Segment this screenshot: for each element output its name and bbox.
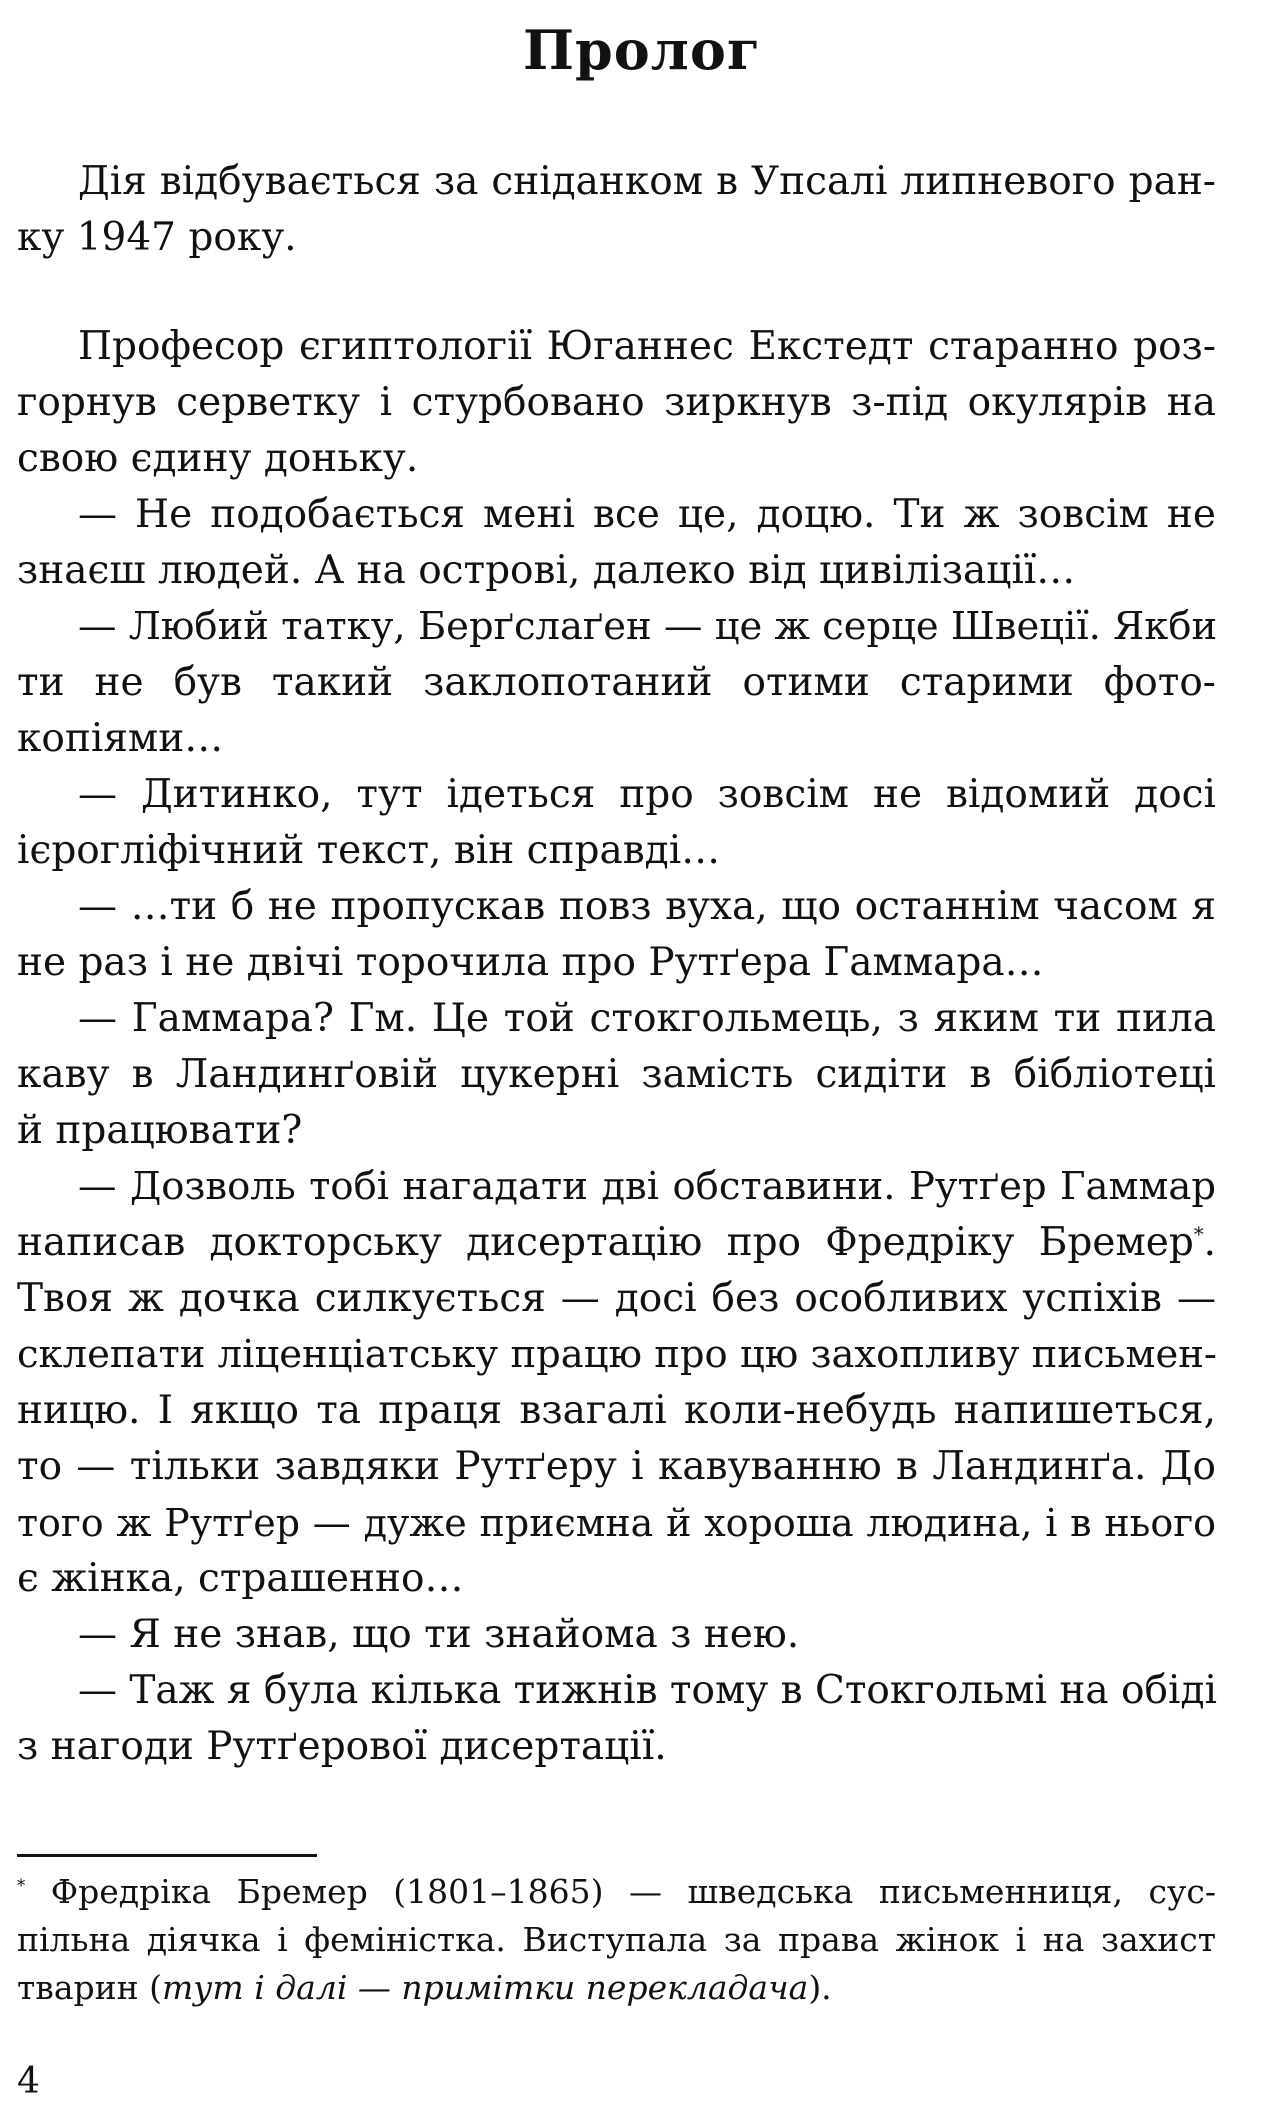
text-line: склепати ліценціатську працю про цю захопливу письмен- bbox=[17, 1332, 1217, 1377]
text-line: з нагоди Рутґерової дисертації. bbox=[17, 1724, 667, 1769]
text-line: Твоя ж дочка силкується — досі без особливих успіхів — bbox=[17, 1276, 1216, 1321]
text-line: ку 1947 року. bbox=[17, 215, 297, 260]
footnote-italic-text: тут і далі — примітки перекладача bbox=[162, 1968, 809, 2007]
text-line: — Таж я була кілька тижнів тому в Стокгольмі на обіді bbox=[78, 1668, 1217, 1713]
text-line: горнув серветку і стурбовано зиркнув з-під окулярів на bbox=[17, 380, 1216, 425]
text-line: ницю. І якщо та праця взагалі коли-небудь напишеться, bbox=[17, 1388, 1216, 1433]
text-fragment: . bbox=[1203, 1220, 1216, 1265]
text-line: — Любий татку, Берґслаґен — це ж серце Швеції. Якби bbox=[78, 604, 1218, 649]
page-number: 4 bbox=[17, 2061, 40, 2102]
text-line-with-footnote-ref bbox=[17, 1215, 1216, 1271]
footnote-line bbox=[17, 1868, 1216, 1916]
text-line: то — тільки завдяки Рутґеру і кавуванню в Ландинґа. До bbox=[17, 1444, 1216, 1489]
text-line: свою єдину доньку. bbox=[17, 436, 419, 481]
footnote-line bbox=[17, 1964, 1216, 2012]
text-line: не раз і не двічі торочила про Рутґера Гаммара… bbox=[17, 940, 1044, 985]
text-line: є жінка, страшенно… bbox=[17, 1556, 464, 1601]
text-line: — Не подобається мені все це, доцю. Ти ж зовсім не bbox=[78, 492, 1216, 537]
footnote-marker: * bbox=[17, 1876, 26, 1895]
text-line: каву в Ландинґовій цукерні замість сидіти в бібліотеці bbox=[17, 1052, 1216, 1097]
text-line: копіями… bbox=[17, 716, 224, 761]
text-fragment: написав докторську дисертацію про Фредріку Бремер bbox=[17, 1220, 1194, 1265]
page-title: Пролог bbox=[523, 18, 761, 82]
text-line: — Я не знав, що ти знайома з нею. bbox=[78, 1612, 800, 1657]
footnote-divider bbox=[17, 1854, 317, 1857]
text-line: — …ти б не пропускав повз вуха, що останнім часом я bbox=[78, 884, 1216, 929]
text-line: Дія відбувається за сніданком в Упсалі липневого ран- bbox=[78, 159, 1216, 204]
footnote-text: ). bbox=[808, 1968, 832, 2007]
text-line: — Дозволь тобі нагадати дві обставини. Рутґер Гаммар bbox=[78, 1164, 1216, 1209]
text-line: — Гаммара? Гм. Це той стокгольмець, з яким ти пила bbox=[78, 996, 1216, 1041]
text-line: Професор єгиптології Юганнес Екстедт старанно роз- bbox=[78, 324, 1216, 369]
text-line: знаєш людей. А на острові, далеко від цивілізації… bbox=[17, 548, 1076, 593]
footnote-ref-marker[interactable]: * bbox=[1193, 1223, 1204, 1246]
text-line: й працювати? bbox=[17, 1108, 303, 1153]
text-line: ти не був такий заклопотаний отими старими фото- bbox=[17, 660, 1216, 705]
text-line: ієрогліфічний текст, він справді… bbox=[17, 828, 721, 873]
text-line: — Дитинко, тут ідеться про зовсім не відомий досі bbox=[78, 772, 1216, 817]
text-line: того ж Рутґер — дуже приємна й хороша людина, і в нього bbox=[17, 1501, 1216, 1545]
footnote-line: пільна діячка і феміністка. Виступала за права жінок і на захист bbox=[17, 1920, 1216, 1959]
footnote-text: тварин ( bbox=[17, 1968, 162, 2007]
footnote-text: Фредріка Бремер (1801–1865) — шведська письменниця, сус- bbox=[50, 1872, 1216, 1911]
